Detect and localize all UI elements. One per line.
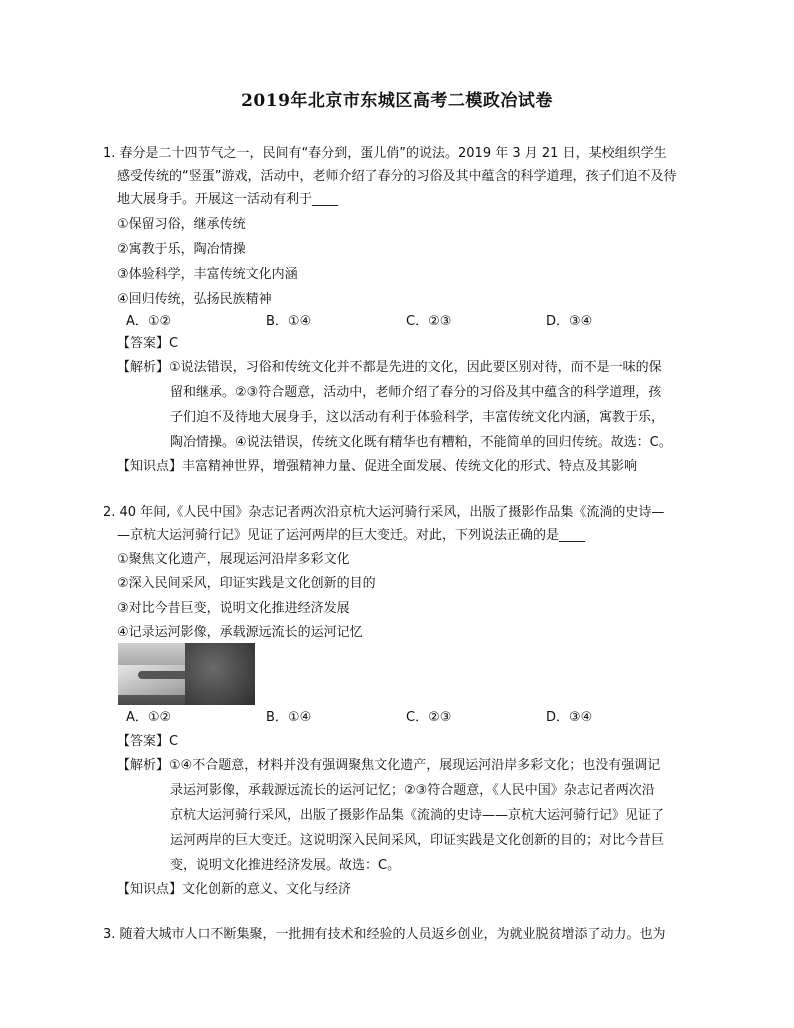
q1-knowledge: 【知识点】丰富精神世界，增强精神力量、促进全面发展、传统文化的形式、特点及其影响 [117,459,638,474]
q1-option-d: D．③④ [546,314,593,329]
q1-answer: 【答案】C [117,336,179,351]
q1-option-b: B．①④ [266,314,312,329]
q2-option-a: A．①② [126,710,172,725]
q2-item-4: ④记录运河影像，承载源远流长的运河记忆 [117,625,363,640]
q2-option-b: B．①④ [266,710,312,725]
q2-option-c: C．②③ [406,710,452,725]
q2-analysis-line-4: 运河两岸的巨大变迁。这说明深入民间采风，印证实践是文化创新的目的；对比今昔巨 [170,833,665,848]
q1-stem-line-2: 感受传统的“竖蛋”游戏，活动中，老师介绍了春分的习俗及其中蕴含的科学道理，孩子们迫不及待 [117,169,677,184]
grand-canal-photo [118,643,255,705]
q1-option-a: A．①② [126,314,172,329]
q2-analysis-line-2: 录运河影像，承载源远流长的运河记忆；②③符合题意，《人民中国》杂志记者两次沿 [170,783,655,798]
q2-stem-line-2: —京杭大运河骑行记》见证了运河两岸的巨大变迁。对此，下列说法正确的是____ [117,528,586,543]
q1-stem-line-1: 1. 春分是二十四节气之一，民间有“春分到，蛋儿俏”的说法。2019 年 3 月 21 日，某校组织学生 [103,146,667,161]
q1-item-3: ③体验科学，丰富传统文化内涵 [117,267,298,282]
q2-item-1: ①聚焦文化遗产，展现运河沿岸多彩文化 [117,552,350,567]
q1-analysis-line-2: 留和继承。②③符合题意，活动中，老师介绍了春分的习俗及其中蕴含的科学道理，孩 [170,385,662,400]
q1-item-2: ②寓教于乐，陶冶情操 [117,242,246,257]
q2-analysis-line-1: 【解析】①④不合题意，材料并没有强调聚焦文化遗产，展现运河沿岸多彩文化；也没有强调记 [117,758,661,773]
q1-stem-line-3: 地大展身手。开展这一活动有利于____ [117,192,339,207]
q1-analysis-line-1: 【解析】①说法错误，习俗和传统文化并不都是先进的文化，因此要区别对待，而不是一味的保 [117,360,662,375]
q2-analysis-line-5: 变，说明文化推进经济发展。故选：C。 [170,858,401,873]
q2-stem-line-1: 2. 40 年间,《人民中国》杂志记者两次沿京杭大运河骑行采风，出版了摄影作品集《流淌的史诗— [103,505,665,520]
q3-stem-line-1: 3. 随着大城市人口不断集聚，一批拥有技术和经验的人员返乡创业，为就业脱贫增添了动力。也为 [103,927,666,942]
q2-option-d: D．③④ [546,710,593,725]
q2-item-3: ③对比今昔巨变，说明文化推进经济发展 [117,601,350,616]
q1-option-c: C．②③ [406,314,452,329]
q1-item-1: ①保留习俗，继承传统 [117,217,246,232]
q2-knowledge: 【知识点】文化创新的意义、文化与经济 [117,882,352,897]
q2-analysis-line-3: 京杭大运河骑行采风，出版了摄影作品集《流淌的史诗——京杭大运河骑行记》见证了 [170,808,665,823]
q1-item-4: ④回归传统，弘扬民族精神 [117,292,272,307]
q2-item-2: ②深入民间采风，印证实践是文化创新的目的 [117,576,376,591]
q2-answer: 【答案】C [117,734,179,749]
q1-analysis-line-3: 子们迫不及待地大展身手，这以活动有利于体验科学，丰富传统文化内涵，寓教于乐， [170,410,665,425]
page-title: 2019年北京市东城区高考二模政冶试卷 [241,91,553,111]
q1-analysis-line-4: 陶冶情操。④说法错误，传统文化既有精华也有糟粕，不能简单的回归传统。故选：C。 [170,435,672,450]
